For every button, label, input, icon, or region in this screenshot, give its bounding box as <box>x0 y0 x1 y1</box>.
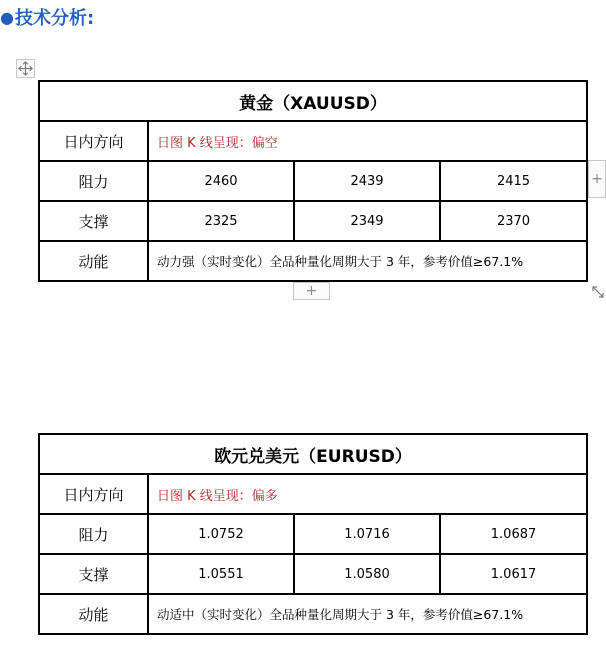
momentum-label: 动能 <box>39 594 148 634</box>
direction-label: 日内方向 <box>39 474 148 514</box>
plus-icon: + <box>591 171 603 187</box>
momentum-value: 动适中（实时变化）全品种量化周期大于 3 年，参考价值≥67.1% <box>148 594 587 634</box>
table-title: 欧元兑美元（EURUSD） <box>39 434 587 474</box>
support-value: 1.0617 <box>440 554 587 594</box>
bullet-icon: ● <box>0 7 14 27</box>
support-label: 支撑 <box>39 554 148 594</box>
section-heading-text: 技术分析: <box>14 8 95 29</box>
support-label: 支撑 <box>39 201 148 241</box>
section-heading <box>0 4 94 30</box>
momentum-value: 动力强（实时变化）全品种量化周期大于 3 年，参考价值≥67.1% <box>148 241 587 281</box>
direction-label: 日内方向 <box>39 121 148 161</box>
resistance-label: 阻力 <box>39 514 148 554</box>
momentum-label: 动能 <box>39 241 148 281</box>
support-value: 1.0580 <box>294 554 440 594</box>
resistance-label: 阻力 <box>39 161 148 201</box>
plus-icon: + <box>305 283 318 299</box>
support-value: 2370 <box>440 201 587 241</box>
add-column-button[interactable] <box>588 160 606 198</box>
resize-icon[interactable] <box>589 283 606 300</box>
resistance-value: 2415 <box>440 161 587 201</box>
direction-value: 日图 K 线呈现：偏多 <box>148 474 587 514</box>
table-title: 黄金（XAUUSD） <box>39 81 587 121</box>
eurusd-table <box>38 433 588 635</box>
support-value: 2325 <box>148 201 294 241</box>
support-value: 1.0551 <box>148 554 294 594</box>
resistance-value: 2460 <box>148 161 294 201</box>
direction-value: 日图 K 线呈现：偏空 <box>148 121 587 161</box>
resistance-value: 1.0687 <box>440 514 587 554</box>
move-icon[interactable] <box>16 59 35 78</box>
gold-table <box>38 80 588 282</box>
support-value: 2349 <box>294 201 440 241</box>
resistance-value: 2439 <box>294 161 440 201</box>
resistance-value: 1.0752 <box>148 514 294 554</box>
resistance-value: 1.0716 <box>294 514 440 554</box>
add-row-button[interactable] <box>293 282 330 300</box>
